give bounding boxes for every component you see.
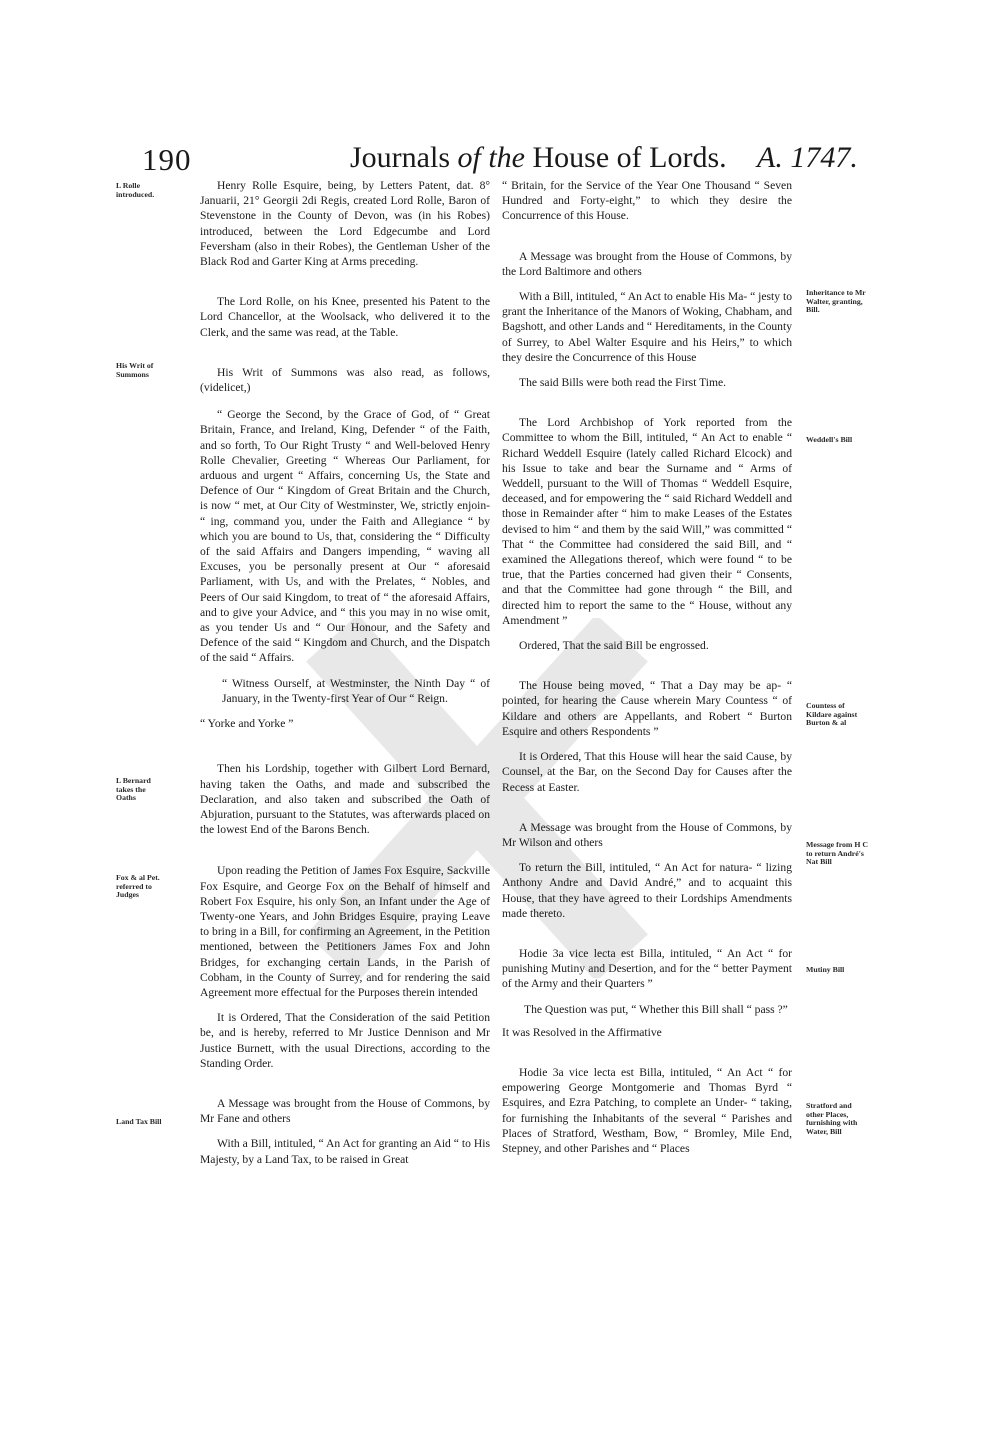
- margin-note-andre: Message from H C to return André's Nat Bill: [806, 840, 868, 867]
- title-house-of-lords: House of Lords.: [525, 141, 727, 174]
- entry-weddell-report: The Lord Archbishop of York reported from the Committee to whom the Bill, intituled, “ An Act to enable “ Richard Weddell Esquire (lately called Richard Elcock) and his Issue to take and bear the Surname and “ Arms of Weddell, pursuant to the Will of Thomas “ Weddell Esquire, deceased, and for empowering the “ said Richard Weddell and those in Remainder after “ him to make Leases of the Estates devised to him “ and them by the said Will,” was committed “ That “ the Committee had considered the said Bill, and “ examined the Allegations thereof, which were found “ to be true, that the Parties concerned had given their “ Consents, and that the Committee had gone through “ the Bill, and directed him to report the same to the “ House, without any Amendment ”: [502, 416, 792, 627]
- writ-signature: “ Yorke and Yorke ”: [200, 717, 294, 731]
- entry-cause-ordered: It is Ordered, That this House will hear the said Cause, by Counsel, at the Bar, on the Second Day for Causes after the Recess at Easter.: [502, 750, 792, 794]
- writ-witness: “ Witness Ourself, at Westminster, the Ninth Day “ of January, in the Twenty-first Year of Our “ Reign.: [222, 676, 490, 705]
- entry-naturalization-bill: To return the Bill, intituled, “ An Act for natura- “ lizing Anthony Andre and David André,” and to acquaint this House, that they have agreed to their Lordships Amendments made thereto.: [502, 861, 792, 920]
- entry-bernard-oaths: Then his Lordship, together with Gilbert Lord Bernard, having taken the Oaths, and made and subscribed the Declaration, and also taken and subscribed the Oath of Abjuration, pursuant to the Statutes, was afterwards placed on the lowest End of the Barons Bench.: [200, 762, 490, 837]
- entry-fox-petition: Upon reading the Petition of James Fox Esquire, Sackville Fox Esquire, and George Fox on the Behalf of himself and Robert Fox Esquire, his only Son, an Infant under the Age of Twenty-one Years, and John Bridges Esquire, praying Leave to bring in a Bill, for confirming an Agreement, in the Petition mentioned, between the Petitioners James Fox and John Bridges, for exchanging certain Lands, in the Parish of Cobham, in the County of Surrey, and for rendering the said Agreement more effectual for the Purposes therein intended: [200, 864, 490, 999]
- entry-land-tax-continued: “ Britain, for the Service of the Year One Thousand “ Seven Hundred and Forty-eight,” to which they desire the Concurrence of this House.: [502, 179, 792, 223]
- margin-note-bernard: L Bernard takes the Oaths: [116, 776, 151, 803]
- title-the: the: [488, 141, 525, 174]
- right-column: [502, 173, 792, 1156]
- margin-note-walter: Inheritance to Mr Walter, granting, Bill.: [806, 288, 866, 315]
- entry-mutiny-bill: Hodie 3a vice lecta est Billa, intituled, “ An Act “ for punishing Mutiny and Desertion, and for the “ better Payment of the Army and their Quarters ”: [502, 946, 792, 991]
- entry-stratford-bill: Hodie 3a vice lecta est Billa, intituled, “ An Act “ for empowering George Montgomerie and Thomas Byrd “ Esquires, and Ezra Patching, to complete an Under- “ taking, for furnishing the Inhabitants of the several “ Parishes and Places of Stratford, Westham, Bow, “ Bromley, Mile End, Stepney, and other Parishes and “ Places: [502, 1065, 792, 1155]
- entry-land-tax-bill: With a Bill, intituled, “ An Act for granting an Aid “ to His Majesty, by a Land Tax, to be raised in Great: [200, 1137, 490, 1166]
- entry-wilson-message: A Message was brought from the House of Commons, by Mr Wilson and others: [502, 820, 792, 849]
- margin-note-writ: His Writ of Summons: [116, 361, 154, 379]
- title-of: of: [450, 141, 489, 174]
- writ-of-summons-text: “ George the Second, by the Grace of God, of “ Great Britain, France, and Ireland, King, Defender “ of the Faith, and so forth, To Our Right Trusty “ and Well-beloved Henry Rolle Chevalier, Greeting “ Whereas Our Parliament, for arduous and urgent “ Affairs, concerning Us, the State and Defence of Our “ Kingdom of Great Britain and the Church, is now “ met, at Our City of Westminster, We, strictly enjoin- “ ing, command you, under the Faith and Allegiance “ by which you are bound to Us, that, considering the “ Difficulty of the said Affairs and Dangers impending, “ waving all Excuses, you be personally present at Our “ aforesaid Parliament, with Us, and with the Prelates, “ Nobles, and Peers of Our said Kingdom, to treat of “ the aforesaid Affairs, and to give your Advice, and “ this you may in no wise omit, as you tender Us and “ Our Honour, and the Safety and Defence of the said “ Kingdom and Church, and the Dispatch of the said “ Affairs.: [200, 408, 490, 665]
- entry-bills-read: The said Bills were both read the First Time.: [519, 376, 727, 390]
- entry-bill-engrossed: Ordered, That the said Bill be engrossed.: [519, 639, 709, 653]
- title-journals: Journals: [350, 141, 450, 174]
- page-number: 190: [142, 142, 192, 177]
- running-title: [350, 141, 727, 175]
- entry-patent-presented: The Lord Rolle, on his Knee, presented his Patent to the Lord Chancellor, at the Woolsack, who delivered it to the Clerk, and the same was read, at the Table.: [200, 295, 490, 339]
- margin-note-land-tax: Land Tax Bill: [116, 1117, 162, 1126]
- margin-note-kildare: Countess of Kildare against Burton & al: [806, 701, 858, 728]
- margin-note-rolle: L Rolle introduced.: [116, 181, 155, 199]
- entry-writ-read: His Writ of Summons was also read, as follows, (videlicet,): [200, 365, 490, 395]
- entry-petition-referred: It is Ordered, That the Consideration of the said Petition be, and is hereby, referred to Mr Justice Dennison and Mr Justice Burnett, with the usual Directions, according to the Standing Order.: [200, 1011, 490, 1070]
- margin-note-fox: Fox & al Pet. referred to Judges: [116, 873, 160, 900]
- left-column: [200, 173, 490, 1167]
- entry-walter-bill: With a Bill, intituled, “ An Act to enable His Ma- “ jesty to grant the Inheritance of the Manors of Woking, Chabham, and Bagshott, and other Lands and “ Hereditaments, in the County of Surrey, to Abel Walter Esquire and his Heirs,” to which they desire the Concurrence of this House: [502, 290, 792, 364]
- entry-rolle-introduced: Henry Rolle Esquire, being, by Letters Patent, dat. 8° Januarii, 21° Georgii 2di Regis, created Lord Rolle, Baron of Stevenstone in the County of Devon, was (in his Robes) introduced, between the Lord Edgecumbe and Lord Feversham (also in their Robes), the Gentleman Usher of the Black Rod and Garter King at Arms preceding.: [200, 179, 490, 269]
- entry-land-tax-message: A Message was brought from the House of Commons, by Mr Fane and others: [200, 1096, 490, 1126]
- margin-note-stratford: Stratford and other Places, furnishing with Water, Bill: [806, 1101, 858, 1136]
- page-year: A. 1747.: [757, 141, 858, 174]
- entry-kildare-motion: The House being moved, “ That a Day may be ap- “ pointed, for hearing the Cause wherein Mary Countess “ of Kildare and others are Appellants, and Robert “ Burton Esquire and others Respondents ”: [502, 679, 792, 738]
- entry-question-put: The Question was put, “ Whether this Bill shall “ pass ?”: [524, 1002, 788, 1016]
- entry-resolved: It was Resolved in the Affirmative: [502, 1025, 662, 1039]
- margin-note-weddell: Weddell's Bill: [806, 435, 853, 444]
- margin-note-mutiny: Mutiny Bill: [806, 965, 845, 974]
- entry-baltimore-message: A Message was brought from the House of Commons, by the Lord Baltimore and others: [502, 249, 792, 278]
